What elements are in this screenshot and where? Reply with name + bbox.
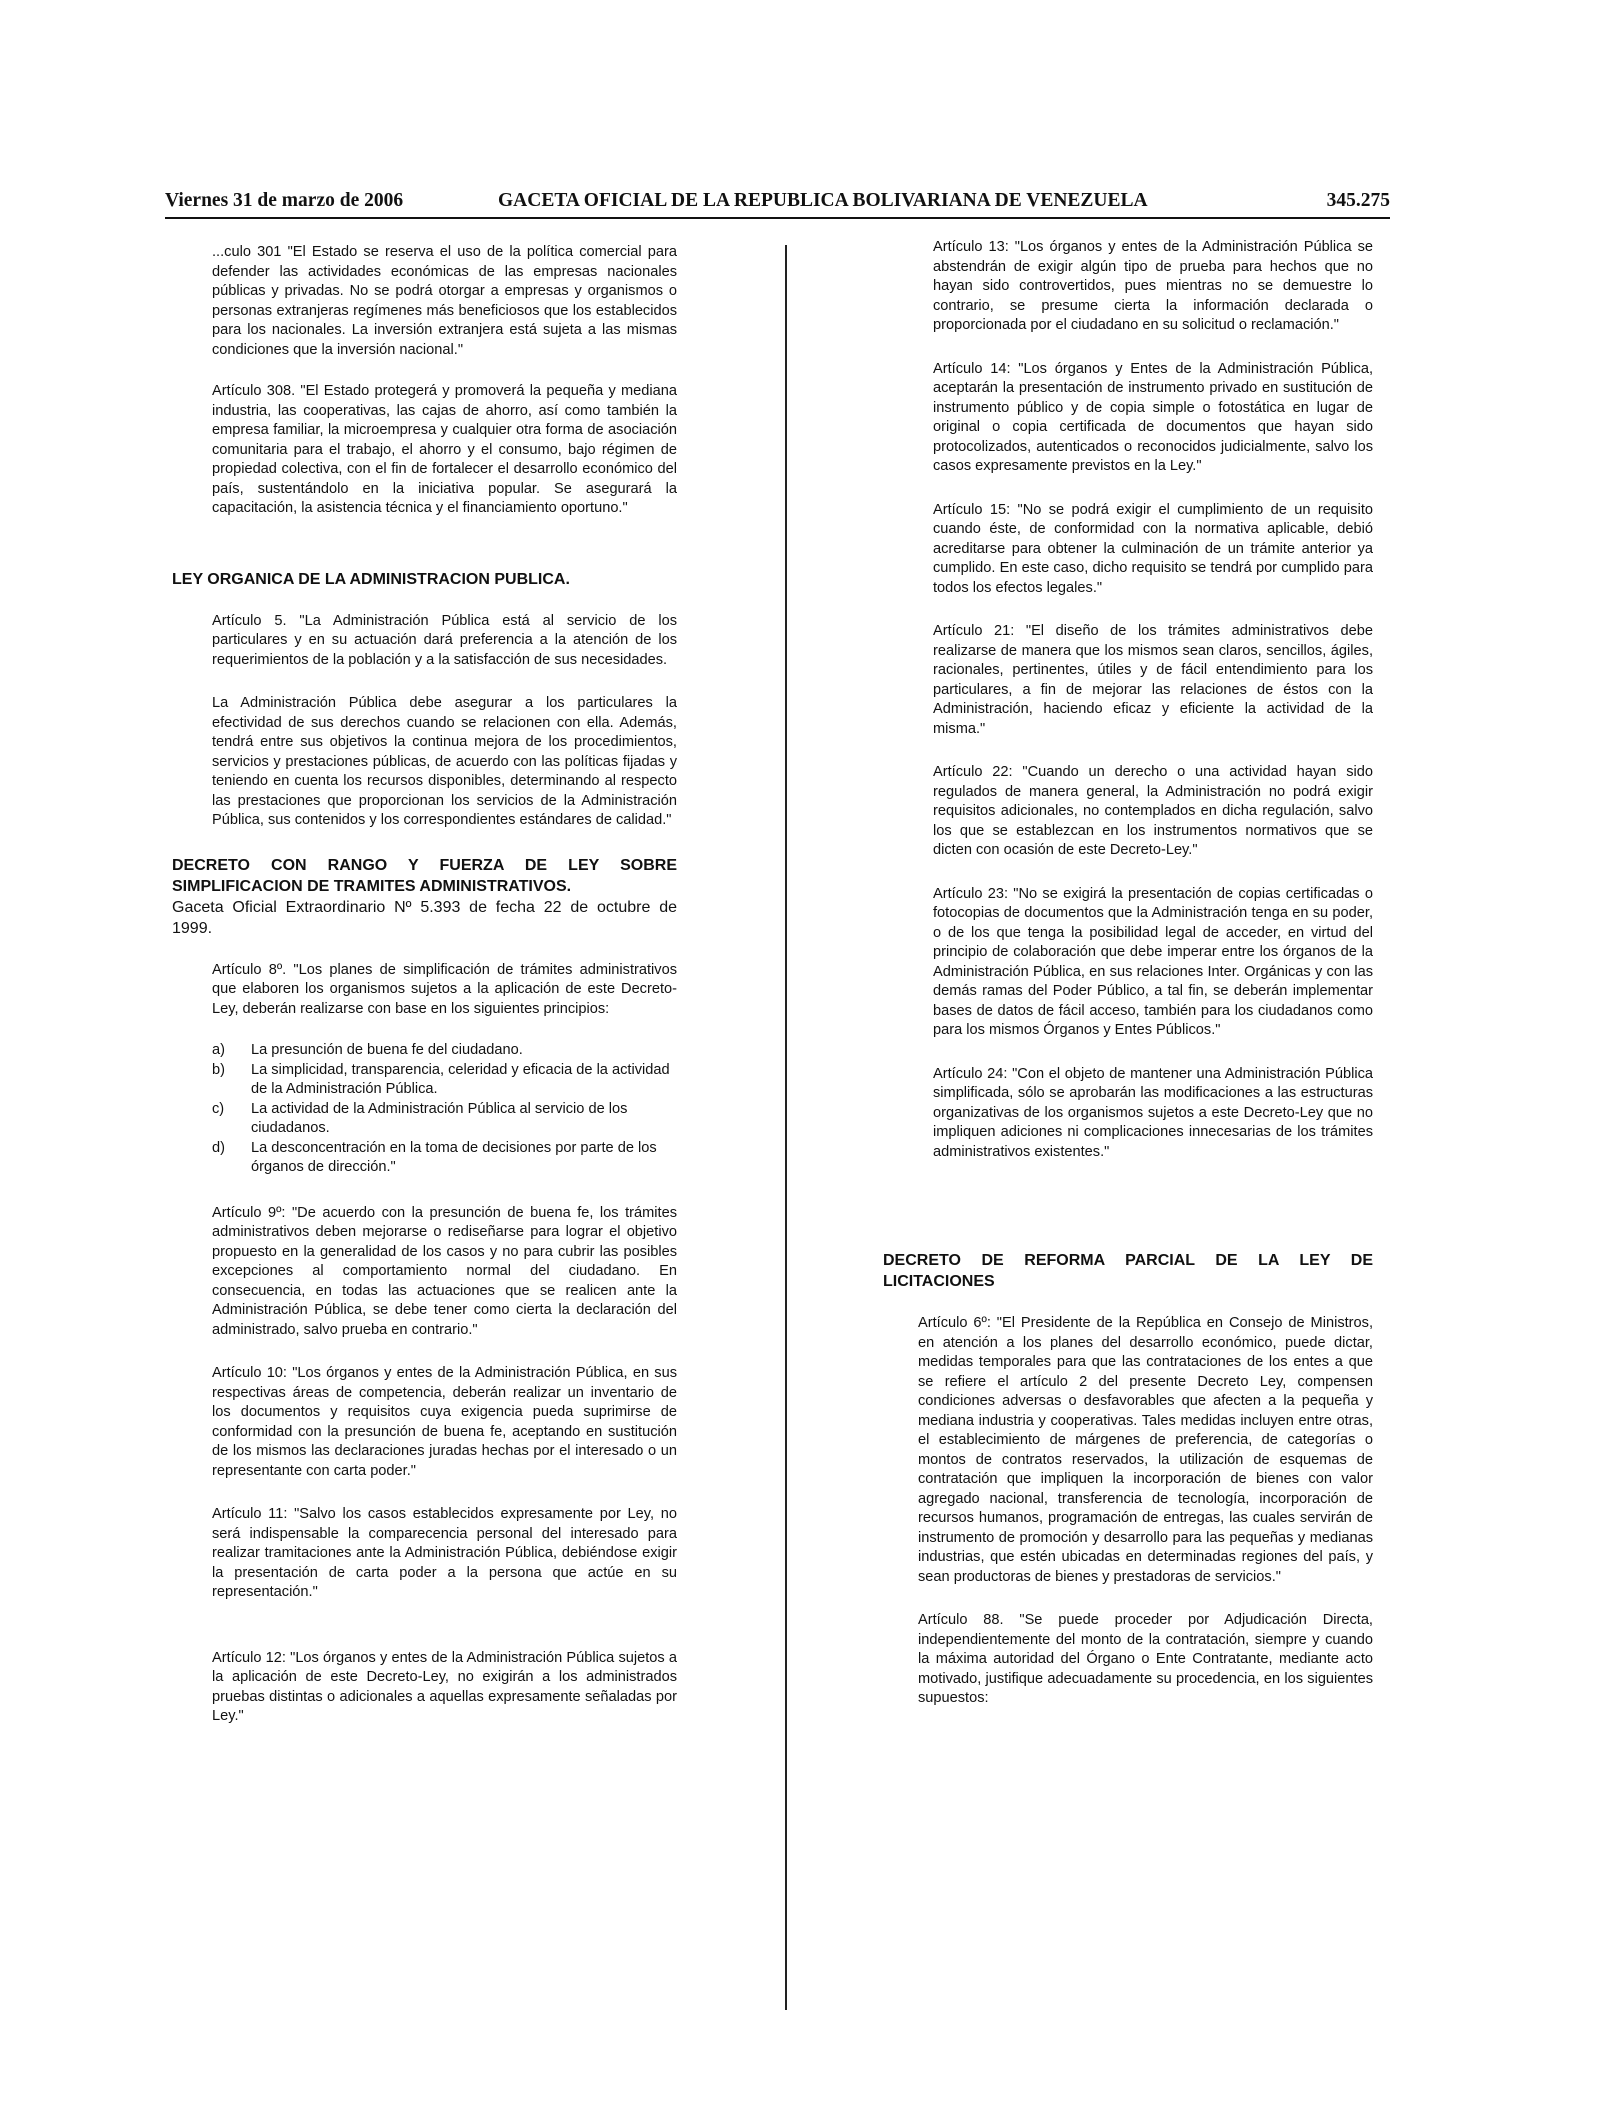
article-24: Artículo 24: "Con el objeto de mantener una Administración Pública simplificada, sólo se aprobarán las modificaciones a las estructuras organizativas de los organismos sujetos a este Decreto-Ley que no impliquen adiciones ni complicaciones innecesarias de los trámites administrativos existentes." [933,1065,1373,1160]
list-item: d) La desconcentración en la toma de decisiones por parte de los órganos de dirección." [212,1139,657,1175]
article-9: Artículo 9º: "De acuerdo con la presunción de buena fe, los trámites administrativos deben mejorarse o rediseñarse para lograr el objetivo propuesto en la generalidad de los casos y no para cubrir las posibles excepciones al comportamiento normal del ciudadano. En consecuencia, en todas las actuaciones que se realicen ante la Administración Pública, se debe tener como cierta la declaración del administrado, salvo prueba en contrario." [212,1204,677,1338]
header-title: GACETA OFICIAL DE LA REPUBLICA BOLIVARIANA DE VENEZUELA [498,190,1148,211]
article-23: Artículo 23: "No se exigirá la presentación de copias certificadas o fotocopias de documentos que la Administración tenga en su poder, o de los que tenga la posibilidad legal de acceder, en virtud del principio de colaboración que debe imperar entre los órganos de la Administración Pública, en sus relaciones Inter. Orgánicas y con las demás ramas del Poder Público, a tal fin, se deberán implementar bases de datos de fácil acceso, también para los ciudadanos como para los mismos Órganos y Entes Públicos." [933,885,1373,1038]
article-308: Artículo 308. "El Estado protegerá y promoverá la pequeña y mediana industria, las cooperativas, las cajas de ahorro, así como también la empresa familiar, la microempresa y cualquier otra forma de asociación comunitaria para el trabajo, el ahorro y el consumo, bajo régimen de propiedad colectiva, con el fin de fortalecer el desarrollo económico del país, sustentándolo en la iniciativa popular. Se asegurará la capacitación, la asistencia técnica y el financiamiento oportuno." [212,383,677,516]
column-divider [785,245,787,2010]
article-10: Artículo 10: "Los órganos y entes de la Administración Pública, en sus respectivas áreas de competencia, deberán realizar un inventario de los documentos y requisitos cuya exigencia pueda suprimirse de conformidad con la presunción de buena fe, aceptando en sustitución de los mismos las declaraciones juradas hechas por el interesado o un representante con carta poder." [212,1365,677,1479]
principles-list [212,1041,677,1178]
article-8: Artículo 8º. "Los planes de simplificación de trámites administrativos que elaboren los organismos sujetos a la aplicación de este Decreto-Ley, deberán realizarse con base en los siguientes principios: [212,961,677,1017]
page-header [165,186,1390,216]
header-date: Viernes 31 de marzo de 2006 [165,190,404,211]
left-column [172,243,677,1751]
list-item: c) La actividad de la Administración Pública al servicio de los ciudadanos. [212,1100,628,1136]
article-5: Artículo 5. "La Administración Pública está al servicio de los particulares y en su actuación dará preferencia a la atención de los requerimientos de la población y a la satisfacción de sus necesidades. [212,612,677,668]
article-21: Artículo 21: "El diseño de los trámites administrativos debe realizarse de manera que los mismos sean claros, sencillos, ágiles, racionales, pertinentes, útiles y de fácil entendimiento para los particulares, a fin de mejorar las relaciones de éstos con la Administración, haciendo eficaz y eficiente la actividad de la misma." [933,623,1373,737]
header-rule [165,217,1390,219]
gaceta-reference: Gaceta Oficial Extraordinario Nº 5.393 de fecha 22 de octubre de 1999. [172,898,677,937]
heading-decreto-simplificacion: DECRETO CON RANGO Y FUERZA DE LEY SOBRE SIMPLIFICACION DE TRAMITES ADMINISTRATIVOS. [172,856,677,895]
article-11: Artículo 11: "Salvo los casos establecidos expresamente por Ley, no será indispensable la comparecencia personal del interesado para realizar tramitaciones ante la Administración Pública, debiéndose exigir la presentación de carta poder a la persona que actúe en su representación." [212,1506,677,1600]
article-12: Artículo 12: "Los órganos y entes de la Administración Pública sujetos a la aplicación de este Decreto-Ley, no exigirán a los administrados pruebas distintas o adicionales a aquellas expresamente señaladas por Ley." [212,1649,677,1724]
heading-ley-organica: LEY ORGANICA DE LA ADMINISTRACION PUBLICA. [172,570,570,588]
article-6: Artículo 6º: "El Presidente de la República en Consejo de Ministros, en atención a los planes del desarrollo económico, puede dictar, medidas temporales para que las contrataciones de los entes a que se refiere el artículo 2 del presente Decreto Ley, compensen condiciones adversas o desfavorables que afecten a la pequeña y mediana industria y cooperativas. Tales medidas incluyen entre otras, el establecimiento de márgenes de preferencia, de categorías o montos de contratos reservados, la utilización de esquemas de contratación que impliquen la incorporación de bienes con valor agregado nacional, transferencia de tecnología, incorporación de recursos humanos, programación de entregas, las cuales servirán de instrumento de promoción y desarrollo para las pequeñas y medianas industrias, que estén ubicadas en determinadas regiones del país, y sean productoras de bienes y prestadoras de servicios." [918,1315,1373,1585]
list-item: b) La simplicidad, transparencia, celeridad y eficacia de la actividad de la Administración Pública. [212,1061,670,1097]
article-22: Artículo 22: "Cuando un derecho o una actividad hayan sido regulados de manera general, la Administración no podrá exigir requisitos adicionales, no contemplados en dicha regulación, salvo los que se establezcan en los instrumentos normativos que se dicten con ocasión de este Decreto-Ley." [933,764,1373,858]
article-88: Artículo 88. "Se puede proceder por Adjudicación Directa, independientemente del monto de la contratación, siempre y cuando la máxima autoridad del Órgano o Ente Contratante, mediante acto motivado, justifique adecuadamente su procedencia, en los siguientes supuestos: [918,1612,1373,1706]
page-number: 345.275 [1326,190,1390,211]
article-15: Artículo 15: "No se podrá exigir el cumplimiento de un requisito cuando éste, de conformidad con la normativa aplicable, debió acreditarse para obtener la culminación de un trámite anterior ya cumplido. En este caso, dicho requisito se tendrá por cumplido para todos los efectos legales." [933,501,1373,596]
list-item: a) La presunción de buena fe del ciudadano. [212,1042,523,1058]
article-5-continued: La Administración Pública debe asegurar a los particulares la efectividad de sus derechos cuando se relacionen con ella. Además, tendrá entre sus objetivos la continua mejora de los procedimientos, servicios y prestaciones públicas, de acuerdo con las políticas fijadas y teniendo en cuenta los recursos disponibles, determinando al respecto las prestaciones que proporcionan los servicios de la Administración Pública, sus contenidos y los correspondientes estándares de calidad." [212,695,677,828]
article-14: Artículo 14: "Los órganos y Entes de la Administración Pública, aceptarán la presentación de instrumento privado en sustitución de instrumento público y de copia simple o fotostática en lugar de original o copia certificada de documentos que hayan sido protocolizados, autenticados o reconocidos judicialmente, salvo los casos expresamente previstos en la Ley." [933,360,1373,474]
article-13: Artículo 13: "Los órganos y entes de la Administración Pública se abstendrán de exigir algún tipo de prueba para hechos que no hayan sido controvertidos, pues mientras no se demuestre lo contrario, se presume cierta la información declarada o proporcionada por el ciudadano en su solicitud o reclamación." [933,239,1373,333]
right-column [883,238,1373,1733]
heading-reforma-licitaciones: DECRETO DE REFORMA PARCIAL DE LA LEY DE LICITACIONES [883,1252,1373,1290]
article-301: ...culo 301 "El Estado se reserva el uso de la política comercial para defender las actividades económicas de las empresas nacionales públicas y privadas. No se podrá otorgar a empresas y organismos o personas extranjeras regímenes más beneficiosos que los establecidos para los nacionales. La inversión extranjera está sujeta a las mismas condiciones que la inversión nacional." [212,244,677,358]
